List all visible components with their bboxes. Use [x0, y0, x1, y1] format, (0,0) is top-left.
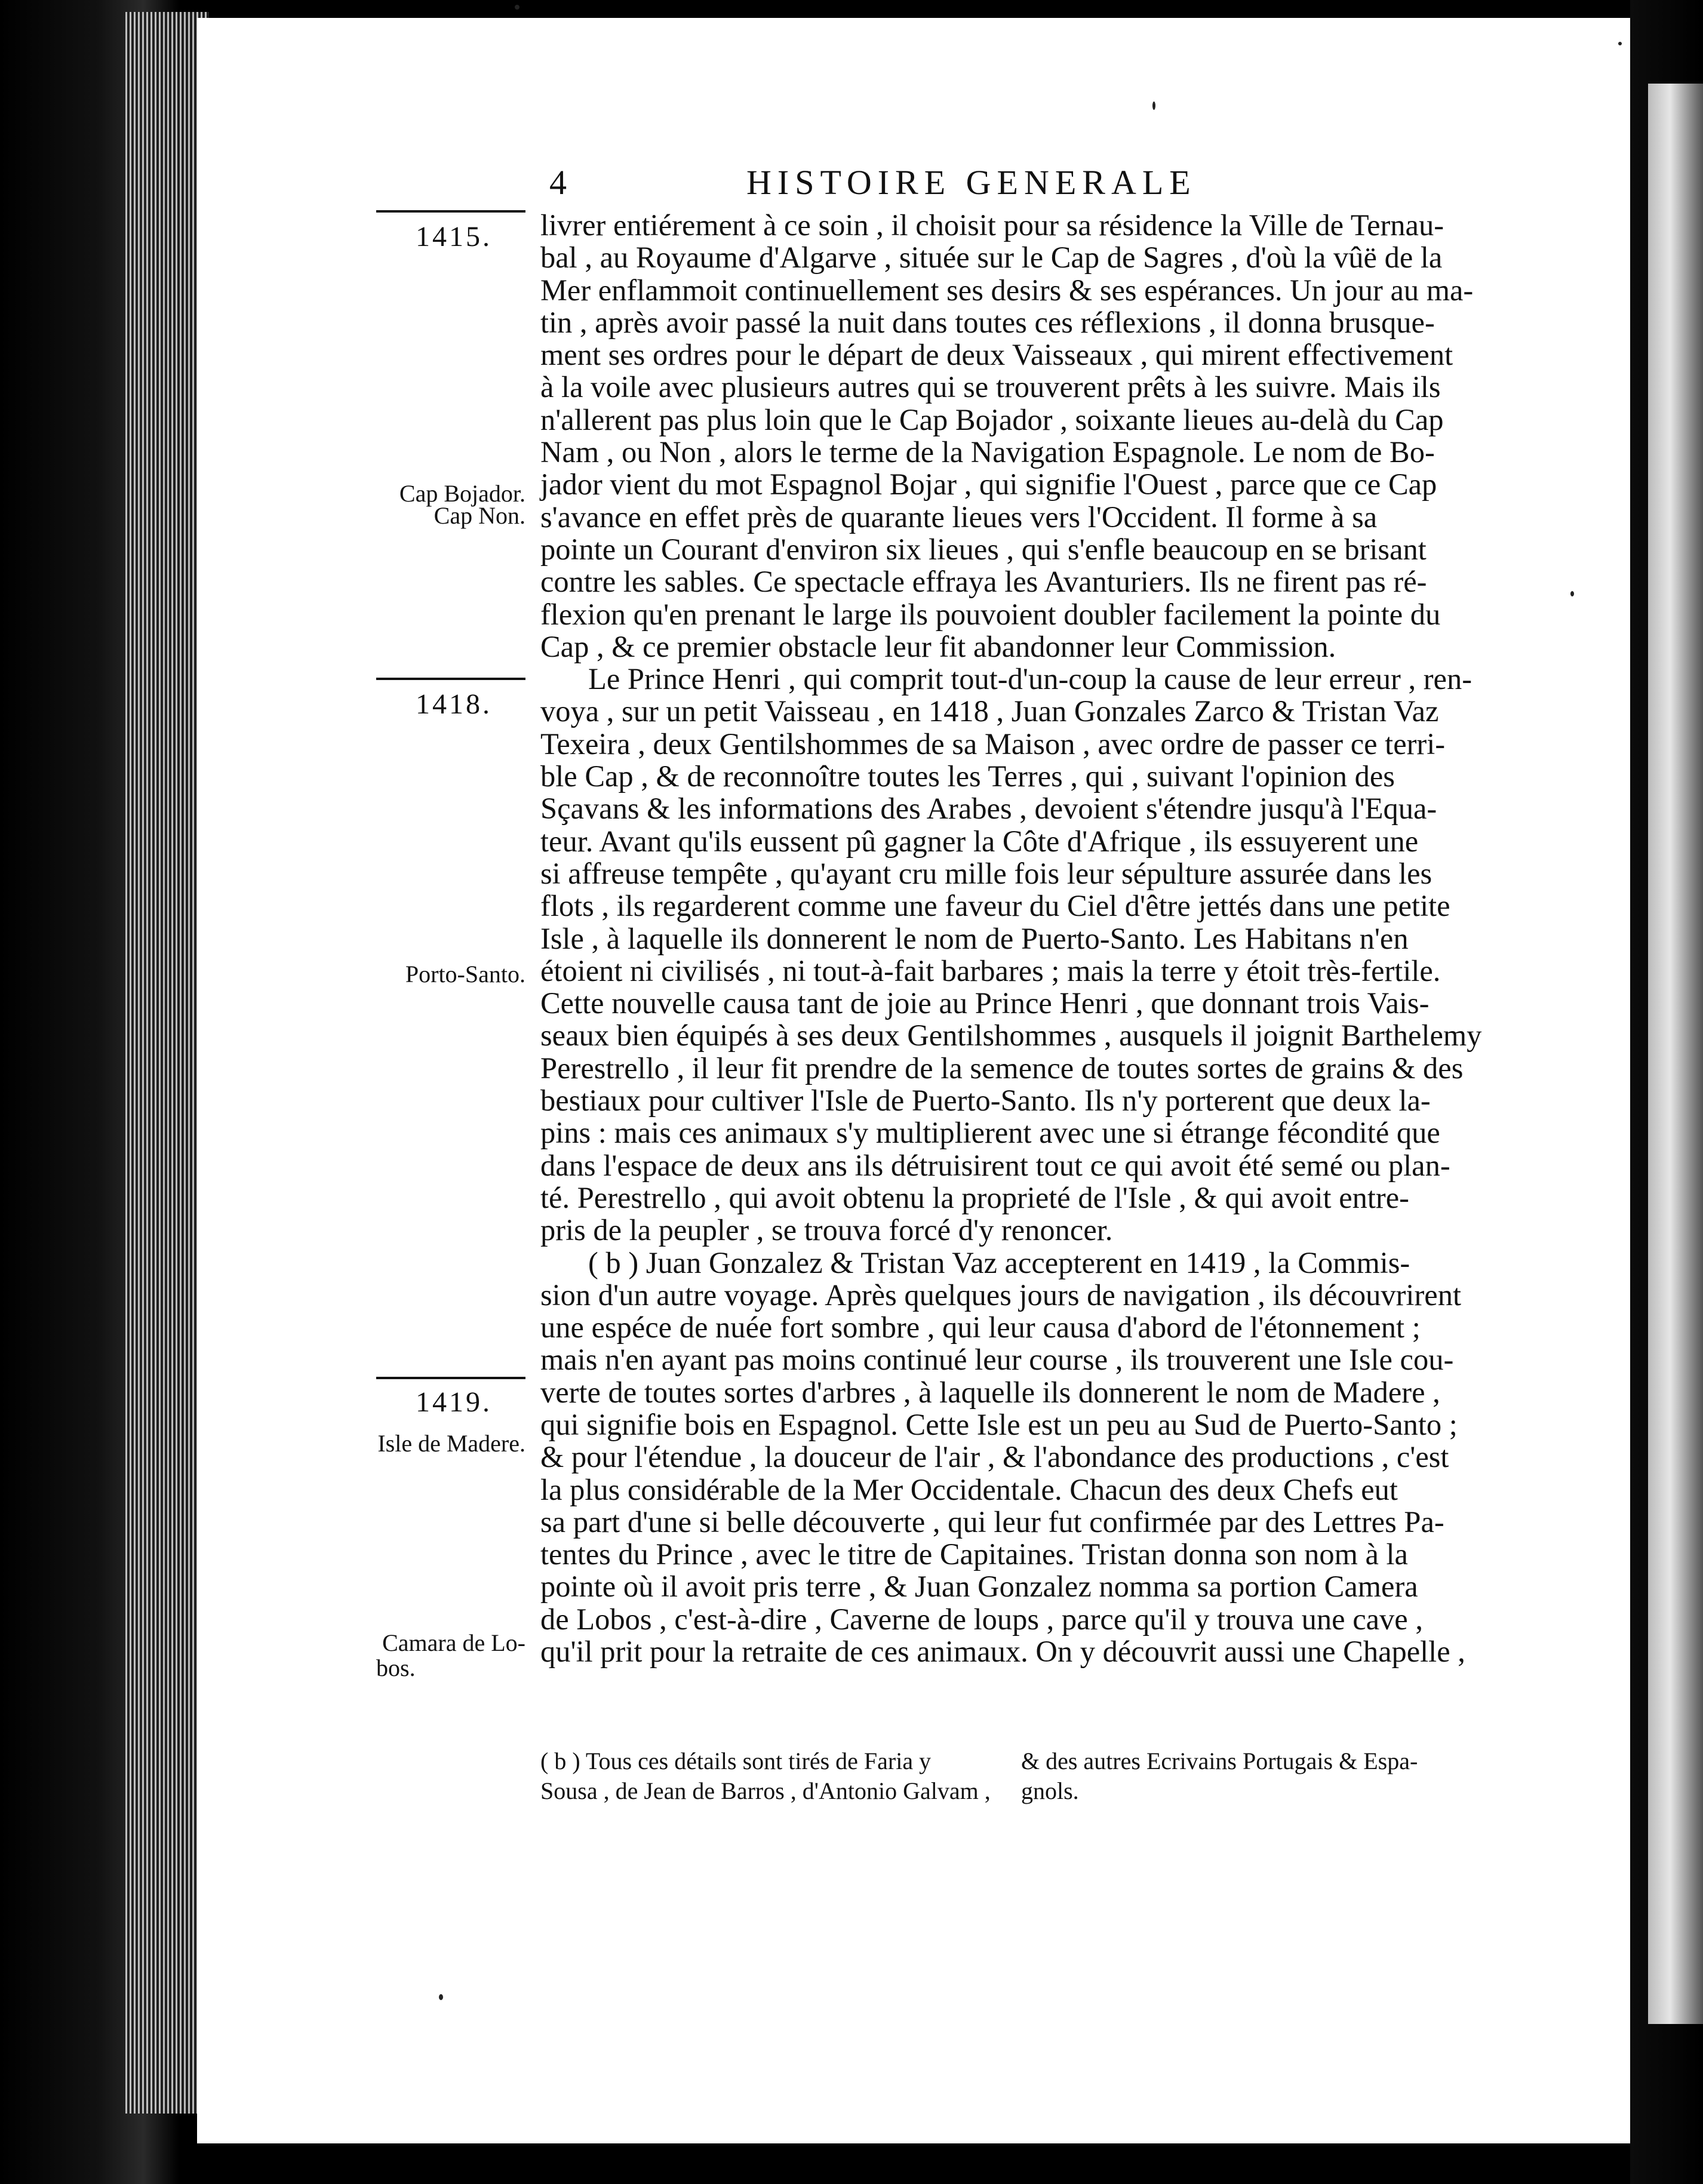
margin-note-camara: bos. — [376, 1654, 416, 1681]
text-line: sion d'un autre voyage. Après quelques jours de navigation , ils découvrirent — [540, 1278, 1461, 1312]
margin-note-cap-bojador: Cap Bojador. — [399, 480, 525, 507]
text-line: dans l'espace de deux ans ils détruisirent tout ce qui avoit été semé ou plan- — [540, 1148, 1450, 1182]
text-line: Cette nouvelle causa tant de joie au Prince Henri , que donnant trois Vais- — [540, 986, 1430, 1020]
text-line: ( b ) Juan Gonzalez & Tristan Vaz accepterent en 1419 , la Commis- — [588, 1245, 1410, 1279]
text-line: flots , ils regarderent comme une faveur du Ciel d'être jettés dans une petite — [540, 889, 1450, 923]
text-line: ble Cap , & de reconnoître toutes les Terres , qui , suivant l'opinion des — [540, 759, 1395, 793]
text-line: sa part d'une si belle découverte , qui leur fut confirmée par des Lettres Pa- — [540, 1505, 1444, 1539]
text-line: étoient ni civilisés , ni tout-à-fait barbares ; mais la terre y étoit très-fertile. — [540, 953, 1441, 988]
text-line: verte de toutes sortes d'arbres , à laquelle ils donnerent le nom de Madere , — [540, 1375, 1440, 1409]
running-title: HISTOIRE GENERALE — [746, 163, 1197, 202]
body-text — [540, 209, 1526, 1668]
running-head — [549, 162, 1344, 210]
margin-note-cap-non: Cap Non. — [434, 502, 525, 529]
text-line: pins : mais ces animaux s'y multiplierent avec une si étrange fécondité que — [540, 1116, 1440, 1150]
margin-note-camara: Camara de Lo- — [382, 1629, 525, 1656]
page-number: 4 — [549, 163, 567, 202]
text-line: pointe un Courant d'environ six lieues , qui s'enfle beaucoup en se brisant — [540, 532, 1427, 566]
margin-note-isle-madere: Isle de Madere. — [377, 1430, 525, 1457]
text-line: ment ses ordres pour le départ de deux Vaisseaux , qui mirent effectivement — [540, 338, 1453, 372]
text-line: seaux bien équipés à ses deux Gentilshommes , ausquels il joignit Barthelemy — [540, 1019, 1482, 1053]
text-line: flexion qu'en prenant le large ils pouvoient doubler facilement la pointe du — [540, 597, 1441, 631]
page-edges — [125, 12, 209, 2114]
footnote-line: & des autres Ecrivains Portugais & Espa- — [1021, 1748, 1418, 1774]
text-line: teur. Avant qu'ils eussent pû gagner la Côte d'Afrique , ils essuyerent une — [540, 824, 1419, 858]
margin-note-porto-santo: Porto-Santo. — [405, 961, 525, 988]
margin-year: 1418. — [416, 688, 492, 720]
text-line: tin , après avoir passé la nuit dans toutes ces réflexions , il donna brusque- — [540, 305, 1435, 339]
text-line: bestiaux pour cultiver l'Isle de Puerto-Santo. Ils n'y porterent que deux la- — [540, 1084, 1431, 1118]
text-line: Le Prince Henri , qui comprit tout-d'un-coup la cause de leur erreur , ren- — [588, 662, 1473, 696]
text-line: n'allerent pas plus loin que le Cap Bojador , soixante lieues au-delà du Cap — [540, 402, 1444, 436]
text-line: contre les sables. Ce spectacle effraya les Avanturiers. Ils ne firent pas ré- — [540, 565, 1427, 599]
text-line: livrer entiérement à ce soin , il choisit pour sa résidence la Ville de Ternau- — [540, 208, 1444, 242]
text-line: mais n'en ayant pas moins continué leur course , ils trouverent une Isle cou- — [540, 1343, 1454, 1377]
text-line: & pour l'étendue , la douceur de l'air , & l'abondance des productions , c'est — [540, 1440, 1449, 1474]
text-line: une espéce de nuée fort sombre , qui leur causa d'abord de l'étonnement ; — [540, 1311, 1421, 1345]
text-line: jador vient du mot Espagnol Bojar , qui signifie l'Ouest , parce que ce Cap — [540, 467, 1437, 502]
text-line: bal , au Royaume d'Algarve , située sur le Cap de Sagres , d'où la vûë de la — [540, 241, 1443, 275]
footnote-line: Sousa , de Jean de Barros , d'Antonio Galvam , — [540, 1777, 991, 1804]
text-line: la plus considérable de la Mer Occidentale. Chacun des deux Chefs eut — [540, 1472, 1398, 1506]
margin-year: 1415. — [416, 221, 492, 253]
margin-rule — [376, 210, 525, 213]
text-line: voya , sur un petit Vaisseau , en 1418 , Juan Gonzales Zarco & Tristan Vaz — [540, 694, 1439, 728]
footnote-line: gnols. — [1021, 1777, 1079, 1804]
text-line: pointe où il avoit pris terre , & Juan Gonzalez nomma sa portion Camera — [540, 1570, 1418, 1604]
text-line: pris de la peupler , se trouva forcé d'y renoncer. — [540, 1213, 1113, 1247]
text-line: tentes du Prince , avec le titre de Capitaines. Tristan donna son nom à la — [540, 1537, 1408, 1571]
facing-page-edge — [1648, 84, 1703, 2024]
text-line: si affreuse tempête , qu'ayant cru mille fois leur sépulture assurée dans les — [540, 856, 1433, 890]
margin-year: 1419. — [416, 1386, 492, 1418]
text-line: Mer enflammoit continuellement ses desirs & ses espérances. Un jour au ma- — [540, 273, 1474, 307]
text-line: Texeira , deux Gentilshommes de sa Maison , avec ordre de passer ce terri- — [540, 727, 1446, 761]
text-line: Perestrello , il leur fit prendre de la semence de toutes sortes de grains & des — [540, 1051, 1464, 1085]
text-line: Isle , à laquelle ils donnerent le nom de Puerto-Santo. Les Habitans n'en — [540, 921, 1409, 955]
text-line: à la voile avec plusieurs autres qui se trouverent prêts à les suivre. Mais ils — [540, 370, 1441, 404]
margin-rule — [376, 1377, 525, 1379]
text-line: qui signifie bois en Espagnol. Cette Isle est un peu au Sud de Puerto-Santo ; — [540, 1407, 1458, 1441]
text-line: s'avance en effet près de quarante lieues vers l'Occident. Il forme à sa — [540, 500, 1378, 534]
text-line: Sçavans & les informations des Arabes , devoient s'étendre jusqu'à l'Equa- — [540, 792, 1437, 826]
text-line: qu'il prit pour la retraite de ces animaux. On y découvrit aussi une Chapelle , — [540, 1635, 1465, 1669]
text-line: de Lobos , c'est-à-dire , Caverne de loups , parce qu'il y trouva une cave , — [540, 1602, 1423, 1636]
text-line: Cap , & ce premier obstacle leur fit abandonner leur Commission. — [540, 629, 1336, 663]
footnote-column-right — [1021, 1746, 1418, 1806]
text-line: Nam , ou Non , alors le terme de la Navigation Espagnole. Le nom de Bo- — [540, 435, 1435, 469]
footnote-line: ( b ) Tous ces détails sont tirés de Faria y — [540, 1748, 932, 1774]
text-line: té. Perestrello , qui avoit obtenu la proprieté de l'Isle , & qui avoit entre- — [540, 1180, 1409, 1214]
margin-rule — [376, 678, 525, 680]
footnote-column-left — [540, 1746, 991, 1806]
